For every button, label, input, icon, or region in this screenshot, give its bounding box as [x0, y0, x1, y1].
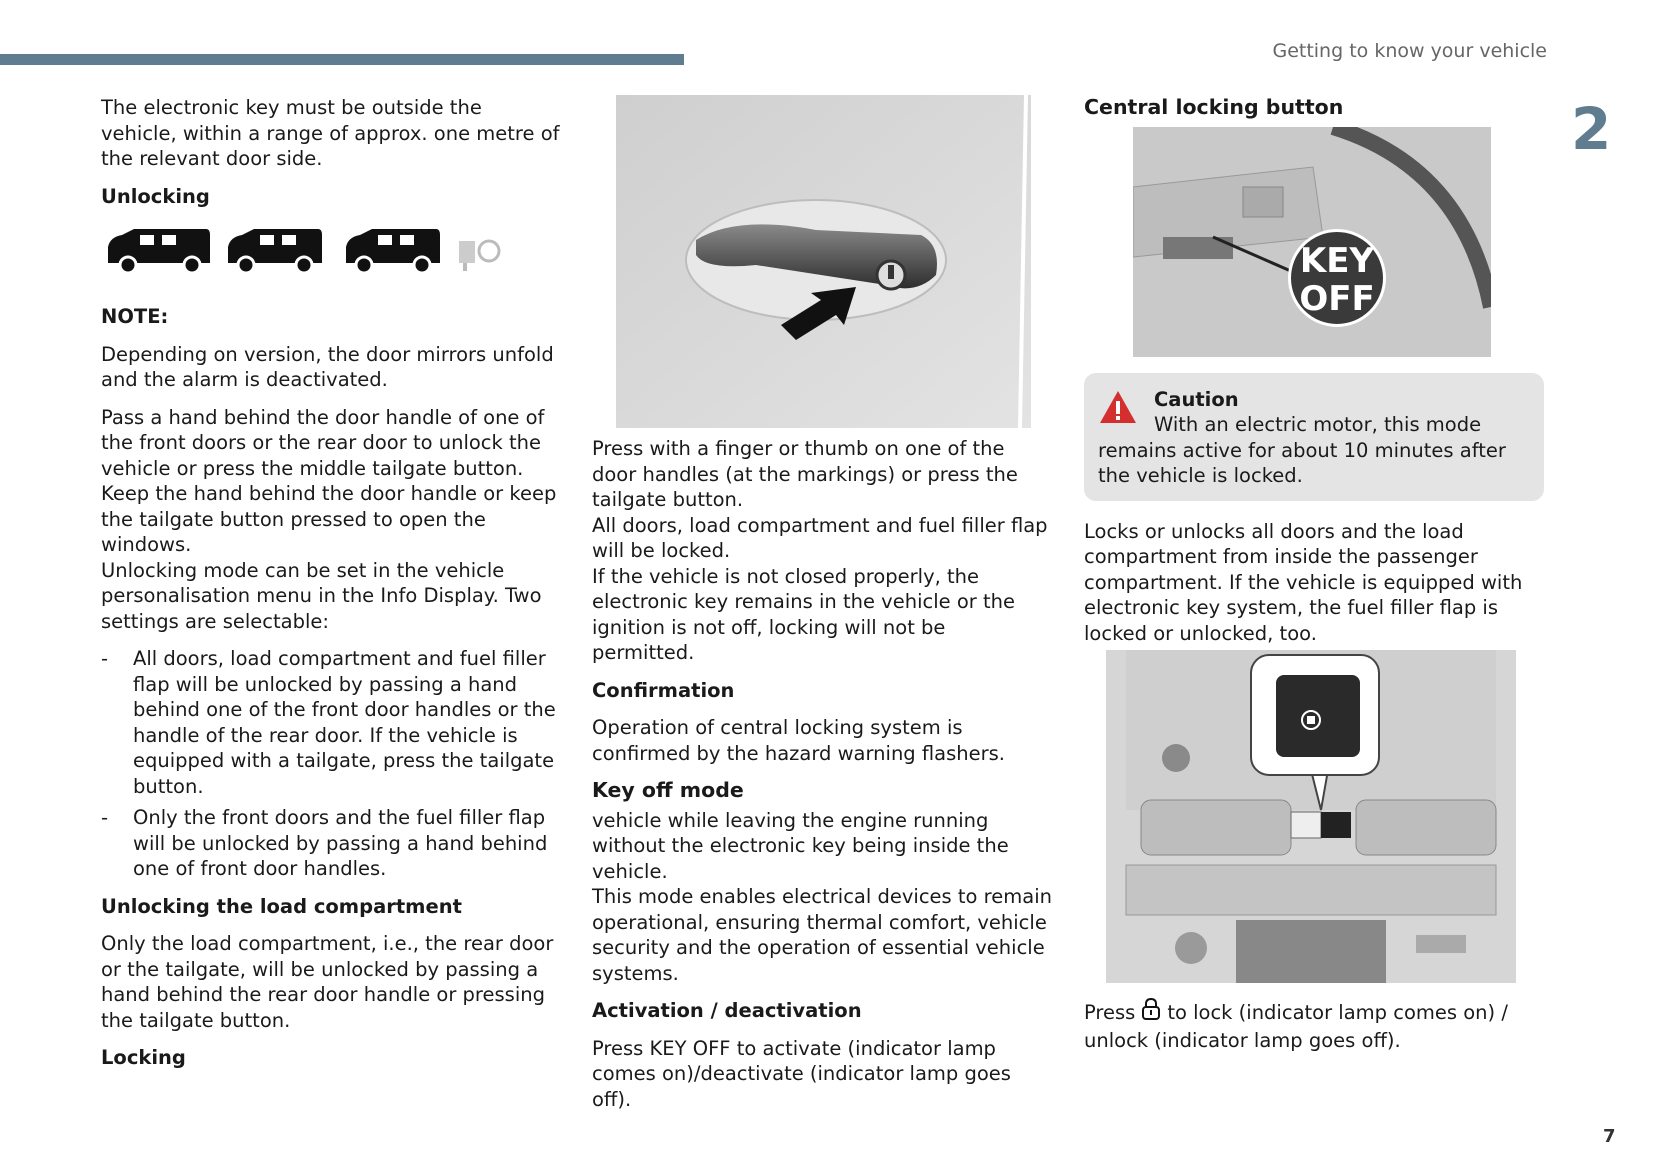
unlock-settings-list — [101, 646, 561, 882]
activation-heading: Activation / deactivation — [592, 999, 862, 1022]
central-locking-heading: Central locking button — [1084, 95, 1344, 119]
note-heading: NOTE: — [101, 305, 169, 328]
header-accent-bar — [0, 54, 684, 65]
unlock-paragraph-1: Pass a hand behind the door handle of one of the front doors or the rear door to unlock the vehicle or press the middle tailgate button. — [101, 405, 545, 480]
press-handle-text: Press with a finger or thumb on one of the door handles (at the markings) or press the tailgate button. — [592, 437, 1018, 511]
lock-icon — [1141, 997, 1161, 1028]
key-off-text-2: This mode enables electrical devices to remain operational, ensuring thermal comfort, vehicle security and the operation of essential vehicle systems. — [592, 885, 1052, 985]
key-off-heading: Key off mode — [592, 778, 744, 802]
not-permitted-text: If the vehicle is not closed properly, the electronic key remains in the vehicle or the ignition is not off, locking will not be permitted. — [592, 564, 1015, 664]
caution-box — [1084, 373, 1544, 501]
van-side-icon — [101, 223, 521, 278]
locking-heading: Locking — [101, 1046, 186, 1069]
unlock-paragraph-2: Keep the hand behind the door handle or keep the tailgate button pressed to open the windows. — [101, 482, 557, 556]
list-item: - Only the front doors and the fuel filler flap will be unlocked by passing a hand behind one of front door handles. — [101, 806, 548, 880]
note-text: Depending on version, the door mirrors unfold and the alarm is deactivated. — [101, 342, 554, 391]
caution-text: With an electric motor, this mode remains active for about 10 minutes after the vehicle is locked. — [1098, 413, 1506, 487]
confirmation-heading: Confirmation — [592, 678, 735, 702]
caution-title: Caution — [1154, 387, 1239, 411]
list-item: - All doors, load compartment and fuel filler flap will be unlocked by passing a hand behind one of the front door handles or the handle of the rear door. If the vehicle is equipped with a tailgate, press the tailgate button. — [101, 647, 556, 798]
confirmation-text: Operation of central locking system is confirmed by the hazard warning flashers. — [592, 716, 1006, 765]
warning-triangle-icon — [1098, 389, 1138, 432]
load-compartment-text: Only the load compartment, i.e., the rear door or the tailgate, will be unlocked by passing a hand behind the rear door handle or pressing the tailgate button. — [101, 932, 554, 1032]
activation-text: Press KEY OFF to activate (indicator lamp comes on)/deactivate (indicator lamp goes off). — [592, 1036, 1011, 1111]
column-left — [101, 95, 561, 1083]
unlock-paragraph-3: Unlocking mode can be set in the vehicle personalisation menu in the Info Display. Two settings are selectable: — [101, 558, 542, 633]
all-locked-text: All doors, load compartment and fuel filler flap will be locked. — [592, 513, 1048, 562]
page-number: 7 — [1603, 1126, 1616, 1147]
column-right — [1084, 95, 1544, 1065]
vehicle-variant-icons — [101, 223, 561, 278]
press-lock-instruction: Press to lock (indicator lamp comes on) / unlock (indicator lamp goes off). — [1084, 997, 1544, 1053]
central-locking-text: Locks or unlocks all doors and the load compartment from inside the passenger compartment. If the vehicle is equipped with electronic key system, the fuel filler flap is locked or unlocked, too. — [1084, 519, 1523, 645]
load-compartment-heading: Unlocking the load compartment — [101, 894, 462, 918]
unlocking-heading: Unlocking — [101, 184, 210, 208]
key-off-dashboard-image — [1133, 127, 1491, 357]
chapter-number: 2 — [1571, 95, 1612, 163]
intro-paragraph: The electronic key must be outside the vehicle, within a range of approx. one metre of the relevant door side. — [101, 96, 560, 170]
column-middle — [592, 95, 1052, 1124]
door-handle-image — [616, 95, 1031, 428]
central-console-image — [1106, 650, 1516, 983]
key-off-text-1: vehicle while leaving the engine running without the electronic key being inside the vehicle. — [592, 808, 1009, 883]
key-off-badge: KEY OFF — [1288, 229, 1386, 327]
section-title: Getting to know your vehicle — [1272, 40, 1547, 62]
